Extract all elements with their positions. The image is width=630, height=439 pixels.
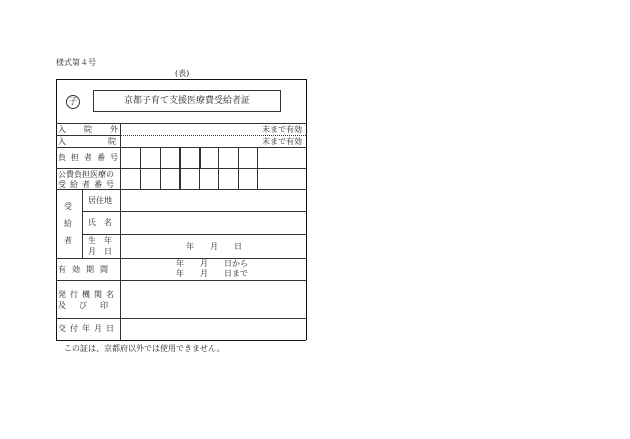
insurer-box-divider: [160, 147, 161, 168]
recipient-box-divider: [160, 168, 161, 189]
public-expense-label-line2: 受給者番号: [58, 180, 118, 189]
insurer-box-divider: [199, 147, 201, 168]
outpatient-validity: 末まで有効: [262, 125, 302, 134]
address-label: 居住地: [88, 196, 112, 205]
card-left-border: [56, 79, 57, 340]
validity-period-from: 年 月 日から: [176, 259, 248, 268]
recipient-group-char-2: 給: [64, 219, 72, 228]
recipient-box-divider: [218, 168, 219, 189]
card-top-border: [56, 79, 306, 80]
form-number: 様式第４号: [56, 58, 96, 67]
row-line-issuer: [56, 318, 306, 319]
child-circle-mark: [66, 95, 80, 109]
birth-label-line2: 月日: [88, 247, 120, 256]
public-expense-label-line1: 公費負担医療の: [58, 170, 114, 179]
recipient-box-divider: [140, 168, 141, 189]
row-line-name: [82, 234, 306, 235]
card-right-border: [306, 79, 307, 340]
insurer-box-divider: [179, 147, 181, 168]
row-line-validity: [56, 280, 306, 281]
side-label: (表): [175, 69, 190, 78]
recipient-group-char-3: 者: [64, 236, 72, 245]
recipient-box-divider: [238, 168, 239, 189]
issuer-label-line2: 及び印: [58, 301, 121, 310]
footer-note: この証は、京都府以外では使用できません。: [64, 344, 225, 353]
birth-date-value: 年 月 日: [186, 242, 242, 251]
card-bottom-border: [56, 340, 306, 341]
row-line-title: [56, 123, 306, 124]
card-title: 京都子育て支援医療費受給者証: [93, 90, 281, 112]
child-circle-char: 子: [69, 97, 77, 106]
recipient-group-line: [82, 189, 83, 258]
row-line-outpatient-dotted: [120, 135, 306, 136]
inpatient-validity: 末まで有効: [262, 137, 302, 146]
row-line-outpatient: [56, 135, 120, 136]
issuer-label-line1: 発行機関名: [58, 290, 118, 299]
recipient-box-divider: [257, 168, 258, 189]
insurer-box-divider: [140, 147, 141, 168]
issue-date-label: 交付年月日: [58, 324, 118, 333]
recipient-box-divider: [199, 168, 200, 189]
validity-period-label: 有効期間: [58, 265, 114, 274]
insurer-box-divider: [257, 147, 258, 168]
row-line-address: [82, 211, 306, 212]
recipient-box-divider: [179, 168, 181, 189]
insurer-number-label: 負担者番号: [58, 153, 123, 162]
row-line-inpatient: [56, 147, 306, 148]
recipient-group-char-1: 受: [64, 202, 72, 211]
insurer-box-divider: [218, 147, 219, 168]
insurer-box-divider: [238, 147, 239, 168]
inpatient-label: 入院: [58, 137, 158, 146]
validity-period-to: 年 月 日まで: [176, 269, 248, 278]
row-line-insurer: [56, 168, 306, 169]
birth-label-line1: 生年: [88, 236, 120, 245]
outpatient-label: 入院外: [58, 125, 136, 134]
name-label: 氏名: [88, 218, 120, 227]
